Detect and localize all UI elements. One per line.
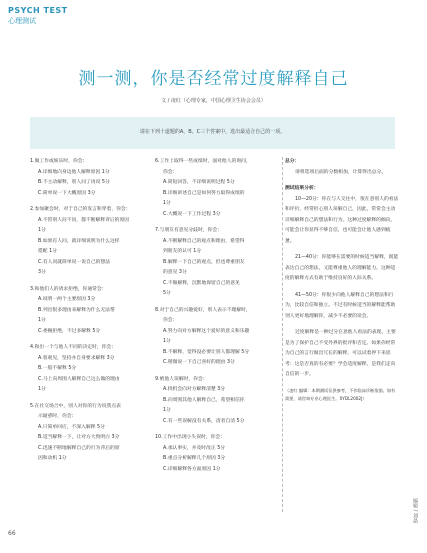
result-paragraph: 过度解释是一种过分在意他人看法的表现。主要是为了保护自己不受外界的批评和否定。如果你经常为自己的言行做出冗长的解释，可以试着停下来思考：这是否真的有必要？学会适度解释，是我们走向自信的一步。: [285, 330, 396, 377]
answer-option: A.说明一两个主要原因 3分: [38, 297, 96, 302]
answer-option: C.简单说一下大概原因 3分: [38, 190, 96, 196]
answer-option: 1分: [38, 318, 46, 323]
question-text: 10.工作中出现小失误时，你会：: [155, 435, 225, 440]
answer-option: A.客观见，坚持并自身要求解释 3分: [38, 355, 115, 361]
column-divider: [282, 157, 283, 512]
question-text: 4.和出一个与他人不同的决定时，你会：: [30, 345, 117, 350]
score-heading: 总分：: [285, 159, 300, 164]
answer-option: 1分: [163, 339, 171, 344]
answer-option: 1分: [38, 228, 46, 233]
answer-option: 到朋友的认可 1分: [163, 249, 202, 254]
answer-option: B.重点分析解释几个原因 3分: [163, 456, 226, 461]
answer-option: 你会：: [163, 169, 178, 175]
score-text: 请将选项后面的分数相加，计算得出总分。: [295, 169, 387, 175]
answer-option: B.如果有人问，就详细说明为什么这样: [38, 238, 120, 244]
answer-option: B.解释一下自己的观点，但也尊重朋友: [163, 259, 245, 265]
questions-column-left: [30, 157, 150, 465]
answer-option: A.不管别人问不问，都不断解释背后的原因: [38, 217, 130, 223]
brand-logo-en: PSYCH TEST: [8, 6, 68, 15]
question-text: 3.和他们人的请求拒绝，你通常会：: [30, 286, 107, 292]
result-paragraph: 41—50分：你很少向他人解释自己的想法和行为，比较自信和独立。不过有时候适当的解释能帮助别人更好地理解你，减少不必要的误会。: [285, 292, 396, 319]
answer-option: 的意见 3分: [163, 270, 187, 275]
question-text: 8.对于自己的兴趣爱好，别人表示不理解时，: [155, 307, 251, 313]
question-text: 2.参加聚会时，对于自己的发言和穿着，你会：: [30, 207, 131, 212]
answer-option: C.委婉拒绝，不过多解释 5分: [38, 328, 101, 334]
article-title: 测一测，你是否经常过度解释自己: [78, 69, 349, 89]
answer-option: B.一般不解释 5分: [38, 366, 77, 371]
answer-option: A.详细地向身边他人解释原因 1分: [38, 169, 110, 175]
answer-option: 示疑惑时，你会：: [38, 414, 77, 419]
answer-option: 1分: [163, 408, 171, 413]
answer-option: 你会：: [163, 318, 178, 323]
answer-option: C.不做解释，沉默地保留自己的意见: [163, 280, 240, 286]
answer-option: 3分: [38, 270, 46, 275]
answer-option: B.不解释，觉得没必要让别人都理解 5分: [163, 349, 250, 355]
results-column: [285, 157, 399, 409]
result-paragraph: 10—20分：你在与人交往中，很在意别人的看法和评价，经常担心别人误解自己，因此，常常会主动详细解释自己的想法和行为。这种过度解释的倾向，可能会让你显得不够自信，也可能会让他人感到疲惫。: [285, 196, 399, 244]
answer-option: B.不主动解释，别人问了再说 5分: [38, 180, 110, 185]
article-author: 文 / 凌红（心理专家，中国心理卫生协会会员）: [161, 98, 266, 104]
answer-option: A.努力向对方解释这个爱好的意义和乐趣: [163, 328, 250, 334]
answer-option: B.适当解释一下，让对方大致明白 3分: [38, 435, 120, 440]
answer-option: B.向周围其他人解释自己，希望相信你: [163, 397, 245, 403]
page-number: 66: [8, 530, 16, 537]
answer-option: 因和动机 1分: [38, 456, 67, 461]
answer-option: C.大概说一下工作过程 3分: [163, 211, 221, 217]
questions-column-middle: [155, 157, 280, 475]
answer-option: C.详细解释各方面原因 1分: [163, 466, 221, 472]
question-text: 6.工作上取得一些成绩时，面对他人的询问，: [155, 159, 251, 164]
intro-banner: [30, 117, 395, 149]
answer-option: C.有一些误解没有关系，清者自清 5分: [163, 418, 245, 424]
question-text: 5.在社交场合中，别人对你的行为说我点表: [30, 403, 121, 409]
answer-option: C.稍微说一下自己喜好的理由 3分: [163, 360, 235, 365]
answer-option: 搭配 1分: [38, 249, 57, 254]
result-heading: 测试结果分析：: [285, 186, 319, 191]
answer-option: C.有人问就简单说一说自己的想法: [38, 259, 111, 265]
side-label: 编辑 / 刘晶: [412, 498, 418, 523]
answer-option: C.迅速不断地解释自己的行为背后的原: [38, 445, 120, 451]
intro-text: 请在下列十道题的A、B、C三个答案中，选出最适合自己的一项。: [139, 129, 286, 135]
answer-option: 1分: [163, 201, 171, 206]
answer-option: A.简短回答，不详细说明过程 5分: [163, 180, 235, 185]
answer-option: 1分: [38, 387, 46, 392]
answer-option: B.详细讲述自己是如何努力取得成绩的: [163, 190, 245, 196]
answer-option: A.找机会向对方解释清楚 3分: [163, 387, 226, 392]
brand-logo-cn: 心理测试: [8, 17, 36, 25]
question-text: 9.被他人误解时，你会：: [155, 376, 208, 382]
answer-option: A.只简单回应，不深入解释 5分: [38, 424, 105, 430]
answer-option: 5分: [163, 291, 171, 296]
result-paragraph: 21—40分：你能够在需要的时候适当解释，既能表达自己的想法，又能尊重他人的理解能力。这种适度的解释方式有助于维持良好的人际关系。: [285, 255, 399, 281]
answer-option: A.承认事实，并及时改正 5分: [163, 445, 226, 451]
question-text: 7.与朋友有意见分歧时，你会：: [155, 228, 222, 233]
answer-option: C.马上向周围人解释自己这么做的理由: [38, 376, 120, 382]
question-text: 1.做工作或娱乐时，你会：: [30, 159, 88, 164]
editor-note: （凌红 编辑：本期测试仅供参考，不作临床诊断依据。如有需要，请咨询专业心理医生。XYDL2002J）: [285, 387, 396, 401]
answer-option: B.列出很多理由来解释为什么无法帮: [38, 307, 115, 313]
answer-option: A.不断解释自己的观点和理由，希望得: [163, 238, 245, 244]
